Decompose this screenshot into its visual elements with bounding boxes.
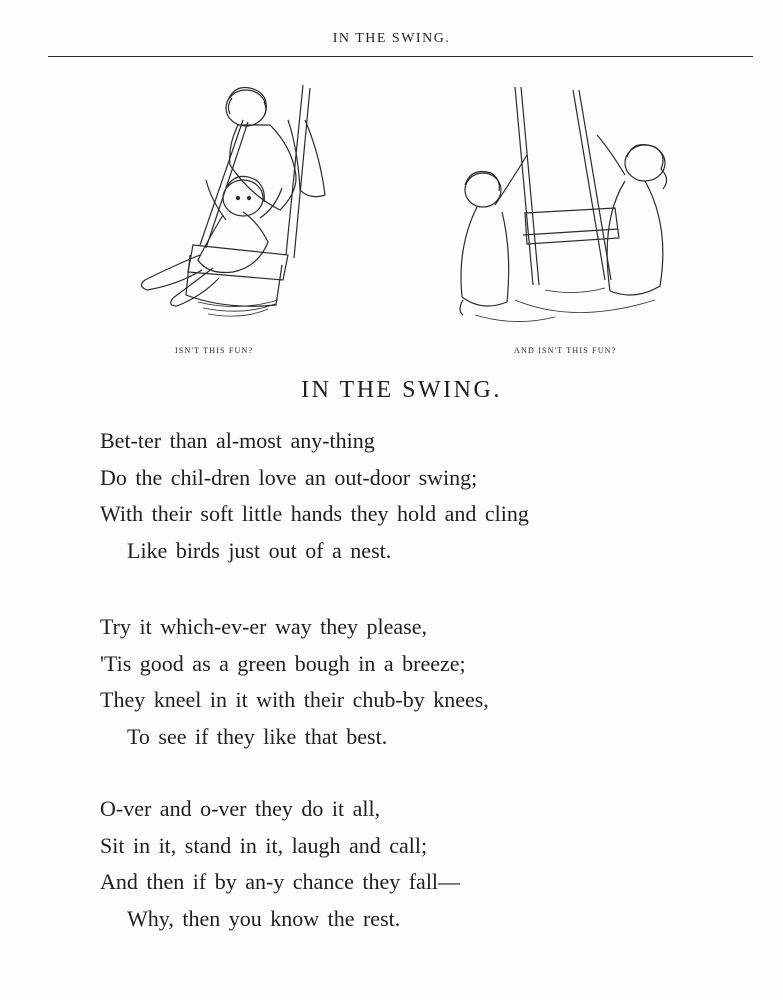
poem-line: O-ver and o-ver they do it all, [100,796,381,821]
illustration-left [128,80,338,335]
poem-line: To see if they like that best. [127,723,388,749]
stanza-2 [100,609,720,755]
running-head: IN THE SWING. [332,31,451,46]
poem-line: Why, then you know the rest. [127,905,401,931]
poem-line: Do the chil-dren love an out-door swing; [100,464,478,490]
poem-line: With their soft little hands they hold and cling [100,501,529,526]
poem-line: And then if by an-y chance they fall— [100,869,461,894]
stanza-1 [100,423,720,569]
poem-line: Try it which-ev-er way they please, [100,614,427,639]
children-standing-on-swing-drawing [455,85,680,330]
poem-line: Sit in it, stand in it, laugh and call; [100,832,428,858]
caption-left: ISN'T THIS FUN? [175,346,254,355]
caption-right: AND ISN'T THIS FUN? [514,346,617,355]
header-rule [48,56,753,57]
poem-title: IN THE SWING. [301,377,502,403]
children-on-swing-drawing [128,80,338,335]
stanza-3 [100,791,720,937]
poem-line: They kneel in it with their chub-by knees, [100,687,489,712]
poem-line: Like birds just out of a nest. [127,537,392,563]
illustration-right [455,85,680,330]
poem-line: 'Tis good as a green bough in a breeze; [100,650,466,676]
poem-line: Bet-ter than al-most any-thing [100,428,375,453]
